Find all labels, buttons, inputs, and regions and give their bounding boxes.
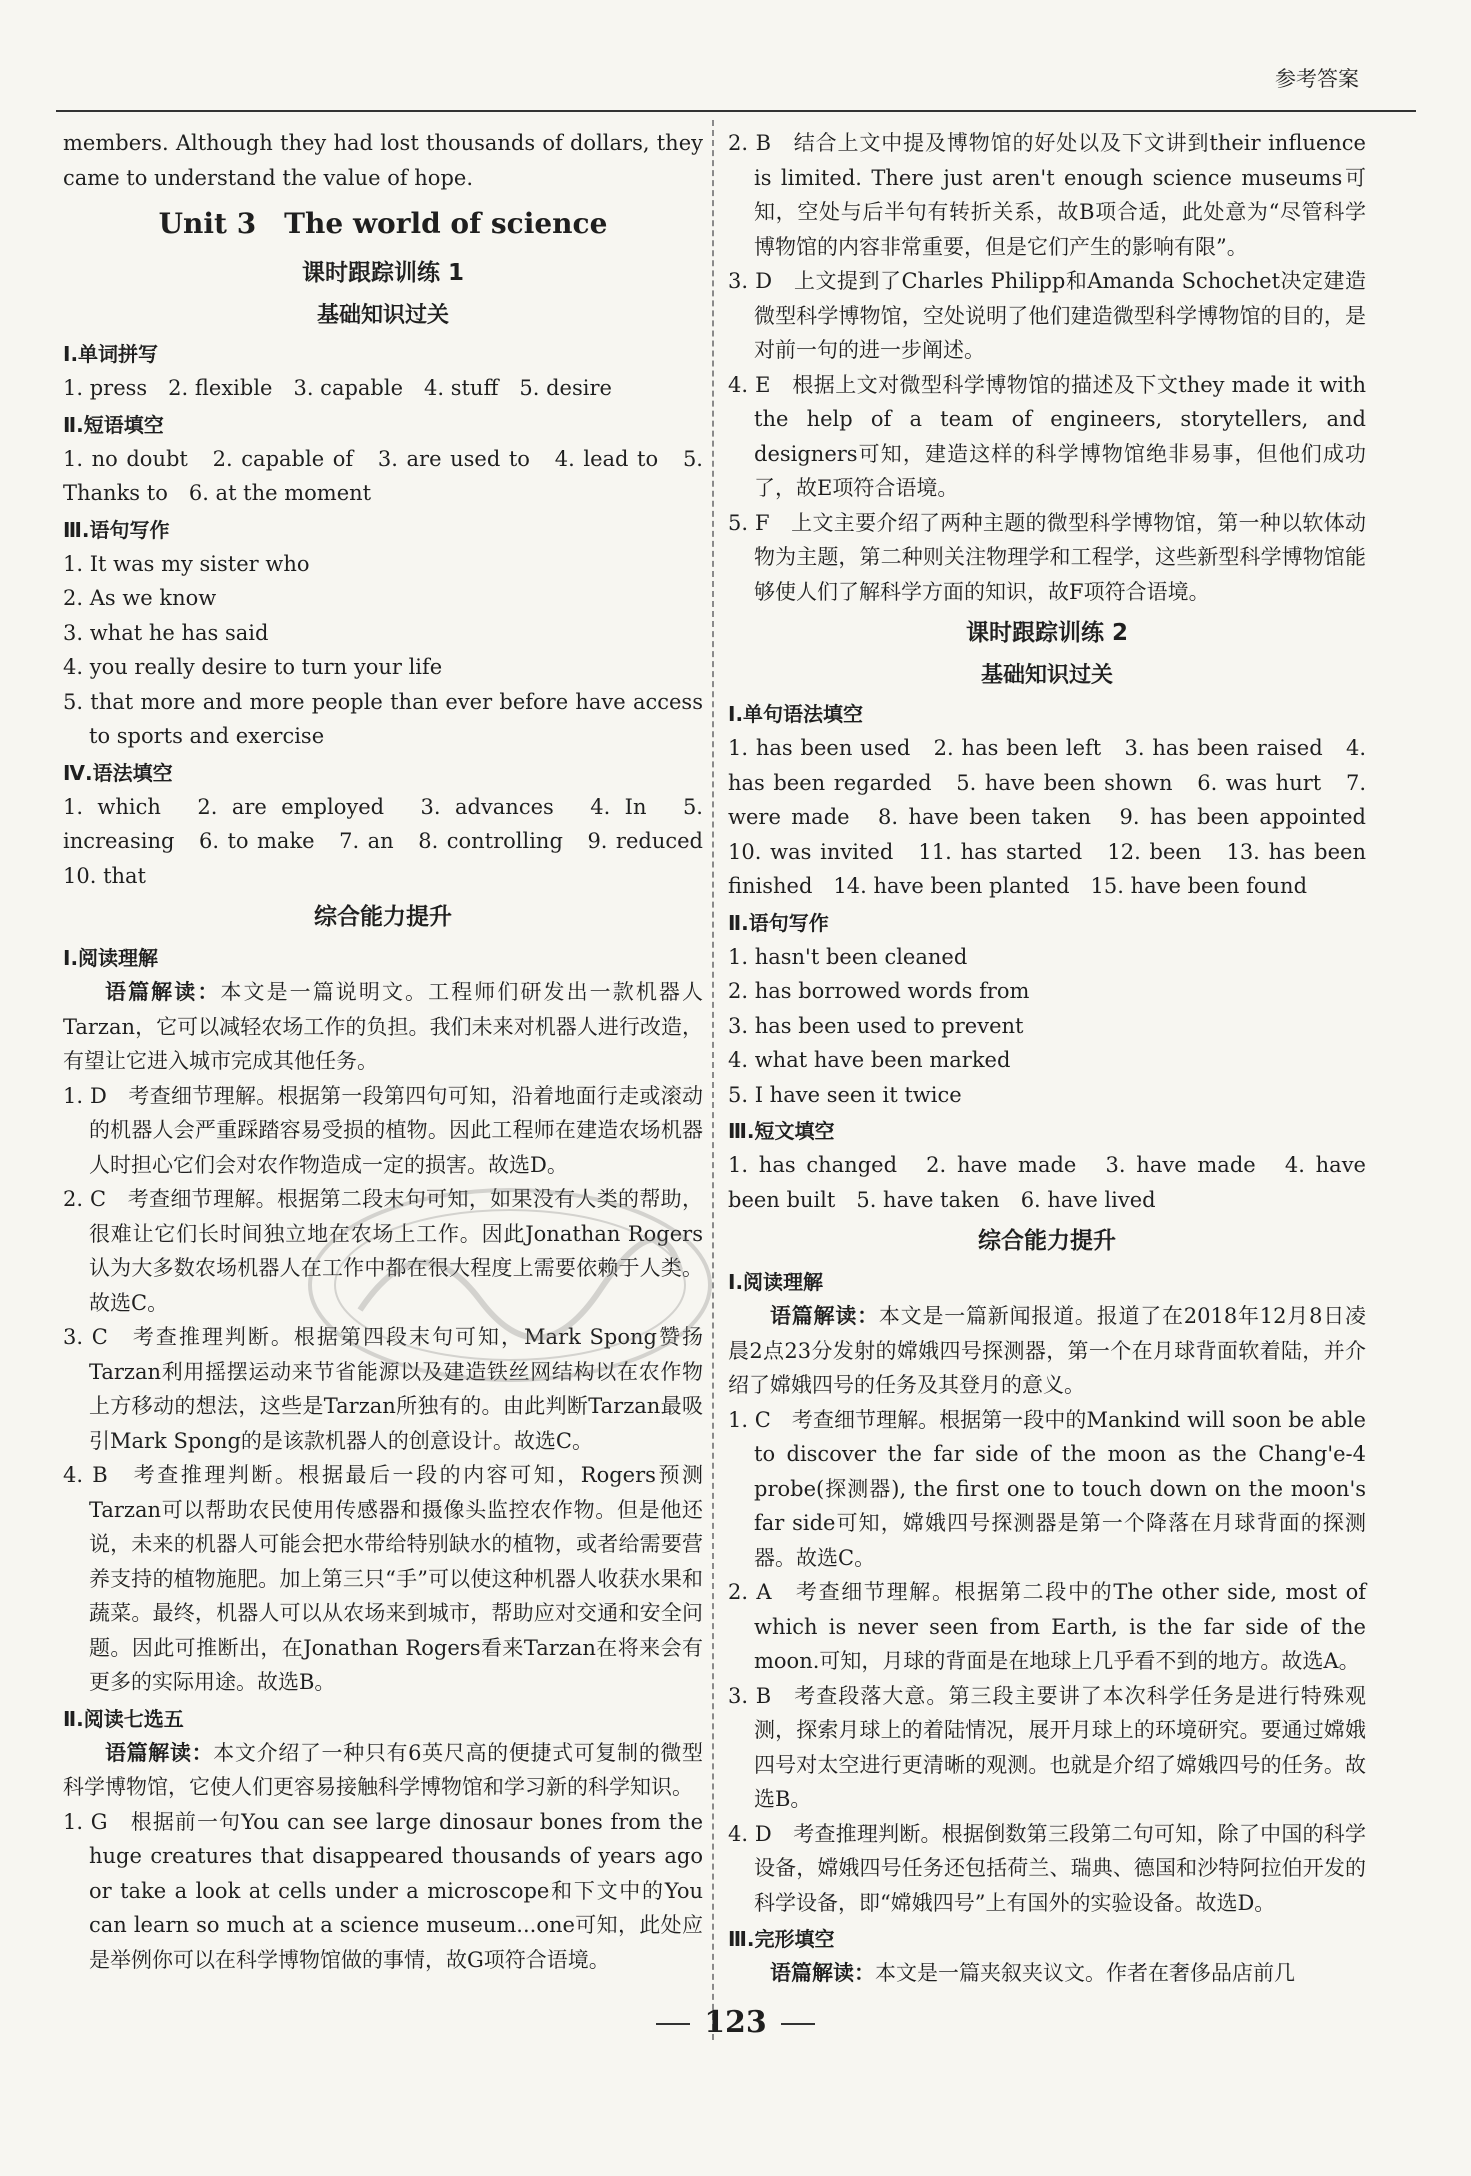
section-title-2: 课时跟踪训练 2	[965, 620, 1128, 646]
passage-fill-answers: 1. has changed 2. have made 3. have made 4. have been built 5. have taken 6. have lived	[728, 1153, 1366, 1212]
page-dash-right	[781, 2023, 815, 2025]
left-column	[63, 126, 724, 1977]
page-number	[0, 2006, 1471, 2041]
basic-knowledge-title: 基础知识过关	[980, 663, 1113, 688]
reading-summary	[728, 1956, 1366, 1991]
answer-item: 4. D 考查推理判断。根据倒数第三段第二句可知，除了中国的科学设备，嫦娥四号任务还包括荷兰、瑞典、德国和沙特阿拉伯开发的科学设备，即“嫦娥四号”上有国外的实验设备。故选D。	[728, 1821, 1366, 1915]
part-single-grammar: Ⅰ.单句语法填空	[728, 702, 864, 726]
answer-item: 1. D 考查细节理解。根据第一段第四句可知，沿着地面行走或滚动的机器人会严重踩踏容易受损的植物。因此工程师在建造农场机器人时担心它们会对农作物造成一定的损害。故选D。	[63, 1083, 703, 1177]
page-dash-left	[656, 2023, 690, 2025]
answer-item: 2. C 考查细节理解。根据第二段末句可知，如果没有人类的帮助，很难让它们长时间独立地在农场上工作。因此Jonathan Rogers认为大多数农场机器人在工作中都在很大程度上需要依赖于人类。故选C。	[63, 1187, 703, 1315]
part-seven-choose-five: Ⅱ.阅读七选五	[63, 1706, 184, 1731]
list-item: 3. has been used to prevent	[728, 1013, 1024, 1038]
list-item: 4. you really desire to turn your life	[63, 655, 443, 679]
part-passage-fill: Ⅲ.短文填空	[728, 1119, 835, 1143]
summary-text: 本文是一篇说明文。工程师们研发出一款机器人Tarzan，它可以减轻农场工作的负担。我们未来对机器人进行改造，有望让它进入城市完成其他任务。	[63, 980, 704, 1073]
grammar-fill-answers: 1. which 2. are employed 3. advances 4. In 5. increasing 6. to make 7. an 8. controlling 9. reduced 10. that	[63, 794, 724, 888]
summary-label: 语篇解读：	[105, 1740, 214, 1765]
answer-item: 4. B 考查推理判断。根据最后一段的内容可知，Rogers预测Tarzan可以帮助农民使用传感器和摄像头监控农作物。但是他还说，未来的机器人可能会把水带给特别缺水的植物，或者给需要营养支持的植物施肥。加上第三只“手”可以使这种机器人收获水果和蔬菜。最终，机器人可以从农场来到城市，帮助应对交通和安全问题。因此可推断出，在Jonathan Rogers看来Tarzan在将来会有更多的实际用途。故选B。	[63, 1463, 703, 1694]
section-title-1: 课时跟踪训练 1	[301, 260, 464, 286]
part-cloze: Ⅲ.完形填空	[728, 1927, 835, 1951]
list-item: 1. It was my sister who	[63, 551, 310, 576]
part-reading: Ⅰ.阅读理解	[728, 1270, 824, 1294]
summary-label: 语篇解读：	[105, 980, 221, 1004]
summary-label: 语篇解读：	[770, 1961, 875, 1985]
header-rule	[56, 110, 1416, 112]
reading-summary	[728, 1299, 1366, 1403]
comprehensive-title: 综合能力提升	[978, 1228, 1116, 1254]
part-sentence-writing: Ⅲ.语句写作	[63, 517, 170, 542]
reading-summary	[63, 1736, 703, 1805]
answer-item: 2. B 结合上文中提及博物馆的好处以及下文讲到their influence is limited. There just aren't enough science museums可知，空处与后半句有转折关系，故B项合适，此处意为“尽管科学博物馆的内容非常重要，但是它们产生的影响有限”。	[728, 131, 1366, 259]
answer-item: 1. G 根据前一句You can see large dinosaur bones from the huge creatures that disappeared thousands of years ago or take a look at cells under a microscope和下文中的You can learn so much at a science museum...one可知，此处应是举例你可以在科学博物馆做的事情，故G项符合语境。	[63, 1809, 703, 1972]
summary-text: 本文是一篇夹叙夹议文。作者在奢侈品店前几	[875, 1961, 1295, 1985]
intro-text: members. Although they had lost thousands of dollars, they came to understand the value of hope.	[63, 131, 703, 190]
part-grammar-fill: Ⅳ.语法填空	[63, 760, 173, 785]
list-item: 1. hasn't been cleaned	[728, 944, 968, 969]
list-item: 5. I have seen it twice	[728, 1082, 962, 1107]
comprehensive-title: 综合能力提升	[314, 904, 452, 930]
answer-item: 3. D 上文提到了Charles Philipp和Amanda Schochet决定建造微型科学博物馆，空处说明了他们建造微型科学博物馆的目的，是对前一句的进一步阐述。	[728, 269, 1366, 362]
header-label: 参考答案	[1275, 67, 1359, 91]
answer-item: 2. A 考查细节理解。根据第二段中的The other side, most of which is never seen from Earth, is the far side of the moon.可知，月球的背面是在地球上几乎看不到的地方。故选A。	[728, 1580, 1366, 1673]
list-item: 5. that more and more people than ever before have access to sports and exercise	[63, 689, 703, 748]
column-divider	[712, 120, 714, 2040]
single-grammar-answers: 1. has been used 2. has been left 3. has been raised 4. has been regarded 5. have been shown 6. was hurt 7. were made 8. have been taken 9. has been appointed 10. was invited 11. has started 12. been 13. has been finished 14. have been planted 15. have been found	[728, 736, 1387, 898]
list-item: 2. As we know	[63, 586, 217, 610]
summary-text: 本文介绍了一种只有6英尺高的便捷式可复制的微型科学博物馆，它使人们更容易接触科学博物馆和学习新的科学知识。	[63, 1740, 704, 1799]
part-sentence-writing: Ⅱ.语句写作	[728, 910, 829, 935]
page-number-text: 123	[704, 2005, 767, 2040]
answer-item: 5. F 上文主要介绍了两种主题的微型科学博物馆，第一种以软体动物为主题，第二种则关注物理学和工程学，这些新型科学博物馆能够使人们了解科学方面的知识，故F项符合语境。	[728, 510, 1366, 604]
reading-summary	[63, 975, 703, 1079]
unit-title: Unit 3 The world of science	[158, 207, 608, 240]
answer-item: 4. E 根据上文对微型科学博物馆的描述及下文they made it with the help of a team of engineers, storytellers, and designers可知，建造这样的科学博物馆绝非易事，但他们成功了，故E项符合语境。	[728, 372, 1366, 500]
list-item: 2. has borrowed words from	[728, 979, 1030, 1003]
list-item: 4. what have been marked	[728, 1048, 1011, 1072]
answer-item: 3. B 考查段落大意。第三段主要讲了本次科学任务是进行特殊观测，探索月球上的着陆情况，展开月球上的环境研究。要通过嫦娥四号对太空进行更清晰的观测。也就是介绍了嫦娥四号的任务。故选B。	[728, 1683, 1366, 1811]
part-phrase-fill: Ⅱ.短语填空	[63, 412, 164, 437]
part-word-spelling: Ⅰ.单词拼写	[63, 342, 159, 366]
summary-text: 本文是一篇新闻报道。报道了在2018年12月8日凌晨2点23分发射的嫦娥四号探测器，第一个在月球背面软着陆，并介绍了嫦娥四号的任务及其登月的意义。	[728, 1304, 1367, 1397]
list-item: 3. what he has said	[63, 620, 269, 645]
answer-item: 1. C 考查细节理解。根据第一段中的Mankind will soon be able to discover the far side of the moon as the Chang'e-4 probe(探测器), the first one to touch down on the moon's far side可知，嫦娥四号探测器是第一个降落在月球背面的探测器。故选C。	[728, 1407, 1366, 1570]
part-reading: Ⅰ.阅读理解	[63, 946, 159, 970]
phrase-fill-answers: 1. no doubt 2. capable of 3. are used to 4. lead to 5. Thanks to 6. at the moment	[63, 446, 703, 505]
answer-item: 3. C 考查推理判断。根据第四段末句可知，Mark Spong赞扬Tarzan利用摇摆运动来节省能源以及建造铁丝网结构以在农作物上方移动的想法，这些是Tarzan所独有的。由此判断Tarzan最吸引Mark Spong的是该款机器人的创意设计。故选C。	[63, 1325, 703, 1453]
word-spelling-answers: 1. press 2. flexible 3. capable 4. stuff 5. desire	[63, 376, 612, 400]
basic-knowledge-title: 基础知识过关	[316, 303, 449, 328]
right-column	[728, 126, 1387, 1991]
summary-label: 语篇解读：	[770, 1304, 879, 1328]
